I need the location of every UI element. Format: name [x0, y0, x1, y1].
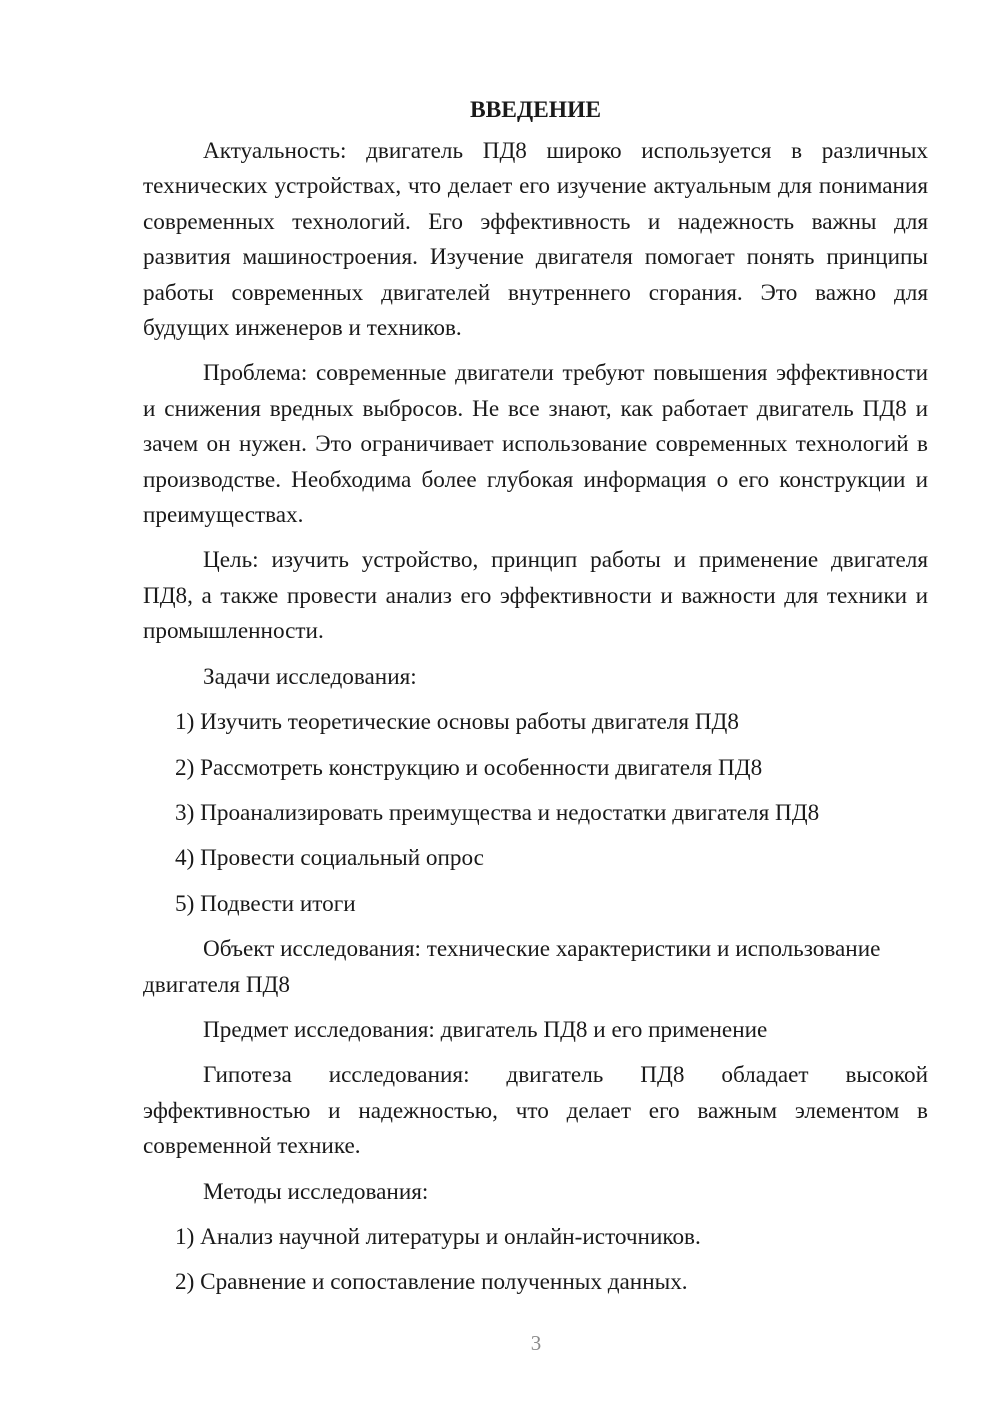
list-item: 1) Изучить теоретические основы работы двигателя ПД8: [175, 709, 739, 736]
relevance-paragraph: Актуальность: двигатель ПД8 широко используется в различных технических устройствах, что делает его изучение актуальным для понимания современных технологий. Его эффективность и надежность важны для развития машиностроения. Изучение двигателя помогает понять принципы работы современных двигателей внутреннего сгорания. Это важно для будущих инженеров и техников.: [143, 138, 928, 342]
hypothesis-paragraph: Гипотеза исследования: двигатель ПД8 обладает высокой эффективностью и надежностью, что делает его важным элементом в современной технике.: [143, 1062, 928, 1160]
tasks-list: [143, 705, 928, 922]
problem-paragraph: Проблема: современные двигатели требуют повышения эффективности и снижения вредных выбросов. Не все знают, как работает двигатель ПД8 и зачем он нужен. Это ограничивает использование современных технологий в производстве. Необходима более глубокая информация о его конструкции и преимуществах.: [143, 360, 928, 529]
methods-title: Методы исследования:: [203, 1178, 429, 1205]
list-item: 5) Подвести итоги: [175, 890, 356, 917]
page-number: 3: [530, 1331, 542, 1355]
list-item: 1) Анализ научной литературы и онлайн-источников.: [175, 1223, 701, 1250]
list-item: 3) Проанализировать преимущества и недостатки двигателя ПД8: [175, 799, 820, 826]
subject-paragraph: Предмет исследования: двигатель ПД8 и его применение: [203, 1016, 768, 1043]
methods-list: [143, 1220, 928, 1301]
list-item: 2) Сравнение и сопоставление полученных данных.: [175, 1269, 688, 1296]
section-heading: ВВЕДЕНИЕ: [469, 97, 602, 123]
document-page: [143, 92, 928, 1311]
list-item: 4) Провести социальный опрос: [175, 845, 484, 872]
tasks-title: Задачи исследования:: [203, 663, 417, 690]
goal-paragraph: Цель: изучить устройство, принцип работы и применение двигателя ПД8, а также провести анализ его эффективности и важности для техники и промышленности.: [143, 547, 928, 645]
list-item: 2) Рассмотреть конструкцию и особенности двигателя ПД8: [175, 754, 763, 781]
object-paragraph: Объект исследования: технические характеристики и использование двигателя ПД8: [143, 936, 881, 998]
